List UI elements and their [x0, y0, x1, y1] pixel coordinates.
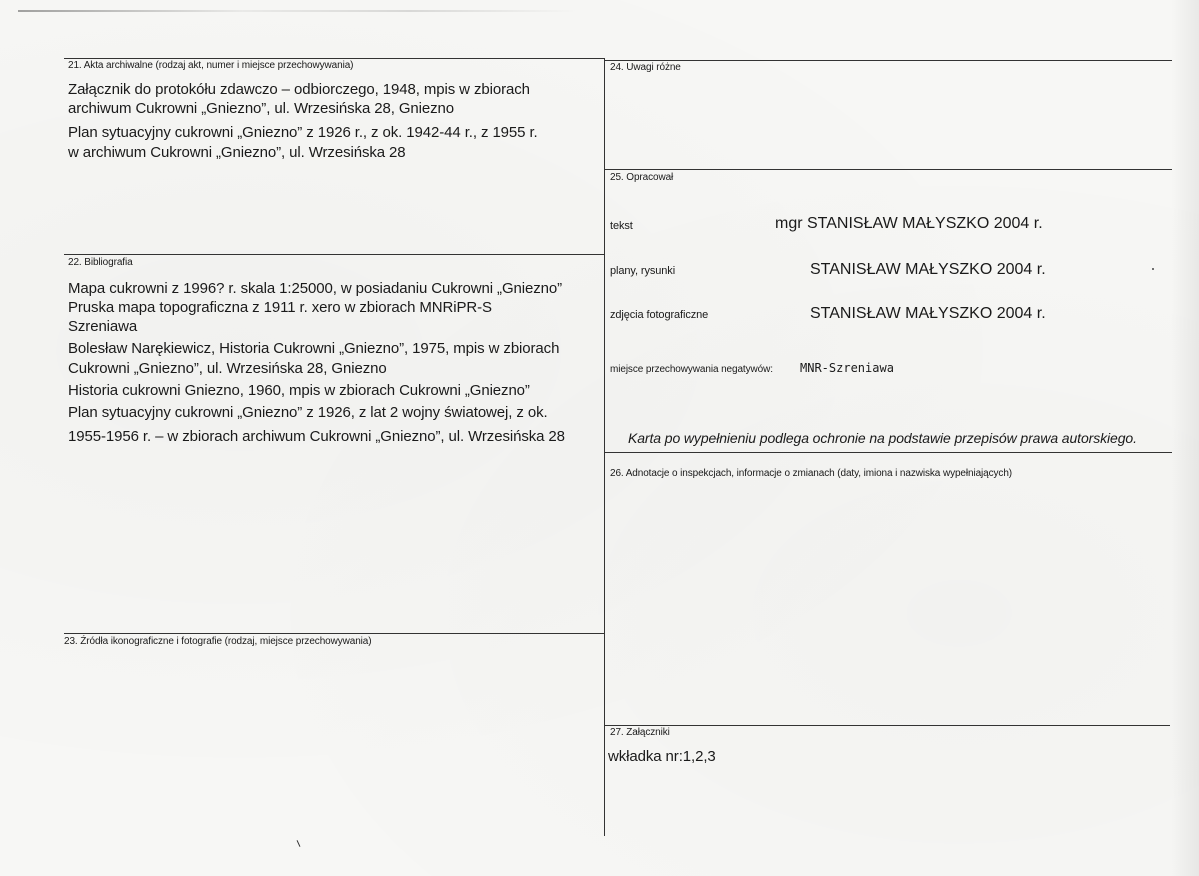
- stray-mark: [297, 840, 301, 847]
- zdjecia-label: zdjęcia fotograficzne: [610, 309, 709, 321]
- section-27-rule: [604, 725, 1170, 726]
- section-21-line: w archiwum Cukrowni „Gniezno”, ul. Wrzesińska 28: [68, 144, 406, 161]
- card-edge-shadow: [1171, 0, 1199, 876]
- section-22-label: 22. Bibliografia: [68, 257, 133, 268]
- section-24-label: 24. Uwagi różne: [610, 62, 681, 73]
- bibliography-line: 1955-1956 r. – w zbiorach archiwum Cukrowni „Gniezno”, ul. Wrzesińska 28: [68, 428, 565, 445]
- bibliography-line: Mapa cukrowni z 1996? r. skala 1:25000, w posiadaniu Cukrowni „Gniezno”: [68, 280, 563, 297]
- section-26-rule: [604, 452, 1172, 453]
- top-edge-mark: [18, 10, 578, 12]
- bibliography-line: Plan sytuacyjny cukrowni „Gniezno” z 1926, z lat 2 wojny światowej, z ok.: [68, 404, 548, 421]
- section-27-label: 27. Załączniki: [610, 727, 670, 738]
- tekst-label: tekst: [610, 220, 633, 232]
- section-21-rule: [64, 58, 604, 59]
- negatives-location: MNR-Szreniawa: [800, 361, 894, 375]
- copyright-notice: Karta po wypełnieniu podlega ochronie na podstawie przepisów prawa autorskiego.: [628, 430, 1137, 446]
- section-26-label: 26. Adnotacje o inspekcjach, informacje o zmianach (daty, imiona i nazwiska wypełniających): [610, 468, 1013, 479]
- stray-mark: [1152, 268, 1154, 270]
- bibliography-line: Bolesław Narękiewicz, Historia Cukrowni „Gniezno”, 1975, mpis w zbiorach: [68, 340, 560, 357]
- bibliography-line: Historia cukrowni Gniezno, 1960, mpis w zbiorach Cukrowni „Gniezno”: [68, 382, 530, 399]
- section-21-line: Plan sytuacyjny cukrowni „Gniezno” z 1926 r., z ok. 1942-44 r., z 1955 r.: [68, 124, 538, 141]
- bibliography-line: Pruska mapa topograficzna z 1911 r. xero w zbiorach MNRiPR-S: [68, 299, 492, 316]
- section-23-label: 23. Źródła ikonograficzne i fotografie (rodzaj, miejsce przechowywania): [64, 636, 372, 647]
- section-23-rule: [64, 633, 604, 634]
- plany-label: plany, rysunki: [610, 265, 676, 277]
- attachments-value: wkładka nr:1,2,3: [608, 748, 716, 765]
- bibliography-line: Cukrowni „Gniezno”, ul. Wrzesińska 28, Gniezno: [68, 360, 387, 377]
- negatives-label: miejsce przechowywania negatywów:: [610, 364, 773, 375]
- zdjecia-author: STANISŁAW MAŁYSZKO 2004 r.: [810, 305, 1046, 322]
- section-22-rule: [64, 254, 604, 255]
- section-21-label: 21. Akta archiwalne (rodzaj akt, numer i miejsce przechowywania): [68, 60, 354, 71]
- plany-author: STANISŁAW MAŁYSZKO 2004 r.: [810, 261, 1046, 278]
- column-divider: [604, 58, 605, 836]
- section-25-label: 25. Opracował: [610, 172, 674, 183]
- section-24-rule: [604, 60, 1172, 61]
- section-21-line: archiwum Cukrowni „Gniezno”, ul. Wrzesińska 28, Gniezno: [68, 100, 455, 117]
- section-25-rule: [604, 169, 1172, 170]
- tekst-author: mgr STANISŁAW MAŁYSZKO 2004 r.: [775, 215, 1043, 232]
- section-21-line: Załącznik do protokółu zdawczo – odbiorczego, 1948, mpis w zbiorach: [68, 81, 530, 98]
- bibliography-line: Szreniawa: [68, 318, 138, 335]
